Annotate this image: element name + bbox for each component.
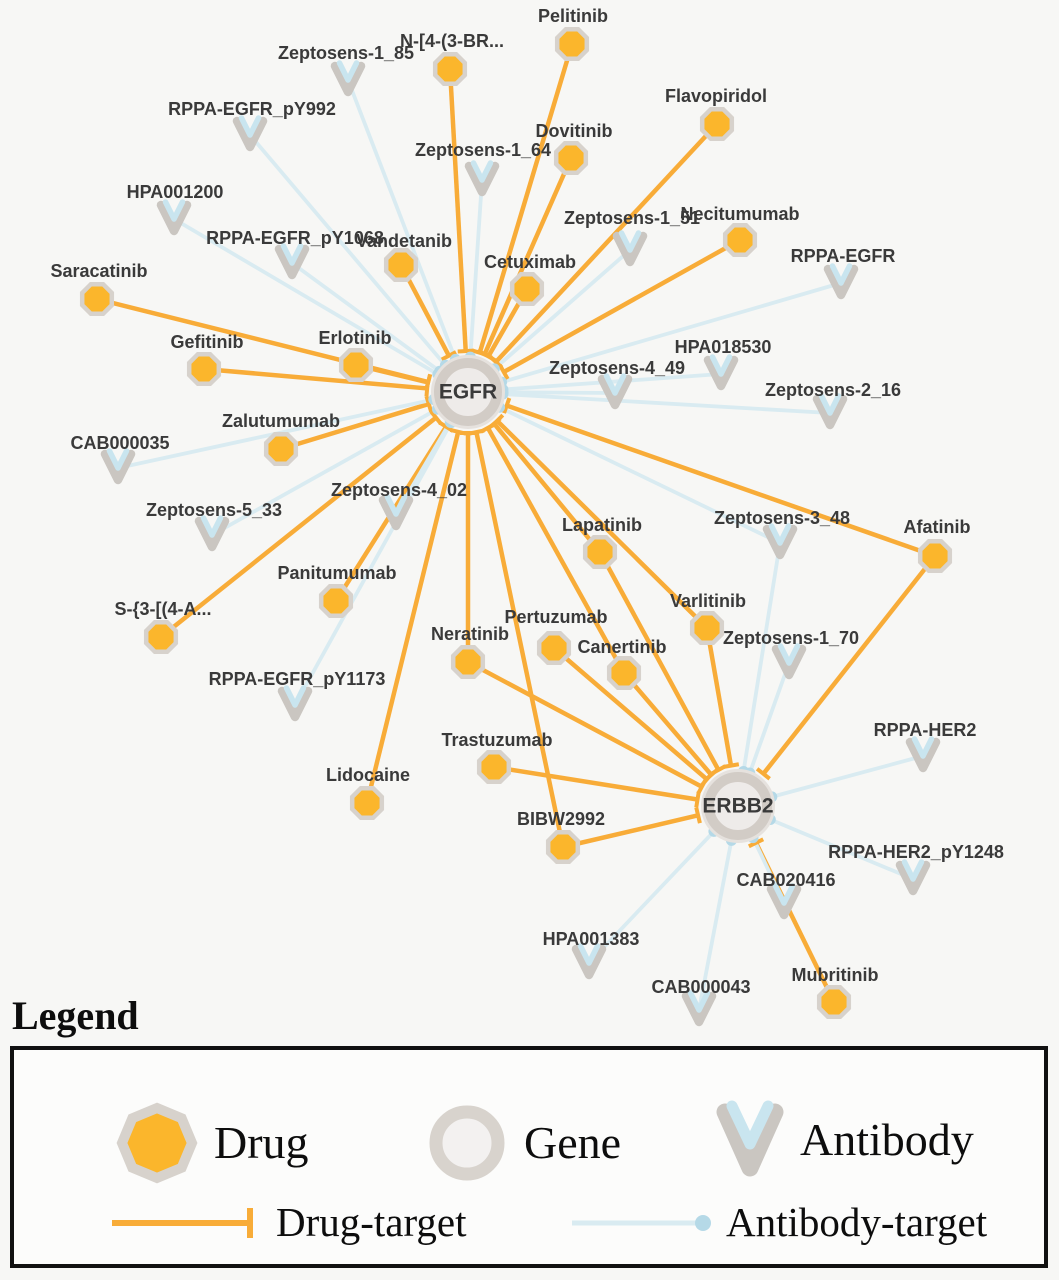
drug-node-octagon [692, 613, 722, 643]
drug-node-label: Varlitinib [669, 591, 747, 611]
drug-node-label: Pelitinib [537, 6, 609, 26]
drug-node-icon [114, 1100, 200, 1186]
antibody-node-label: Zeptosens-1_51 [563, 208, 701, 228]
drug-node-neratinib[interactable] [453, 647, 483, 677]
antibody-target-edge [470, 180, 482, 357]
drug-node-bibw2992[interactable] [548, 832, 578, 862]
drug-node-trastuzumab[interactable] [479, 752, 509, 782]
legend-item-gene [424, 1100, 621, 1186]
drug-node-label: Erlotinib [318, 328, 392, 348]
drug-node-flavopiridol[interactable] [702, 109, 732, 139]
antibody-node-label: Zeptosens-5_33 [145, 500, 283, 520]
legend-item-drug-target [106, 1199, 467, 1245]
drug-target-edge-tee [723, 764, 739, 767]
drug-node-label: Cetuximab [483, 252, 577, 272]
drug-node-label: N-[4-(3-BR... [400, 31, 504, 51]
drug-node-octagon [725, 225, 755, 255]
drug-node-label: Vandetanib [355, 231, 453, 251]
drug-target-edge-tee [450, 430, 466, 434]
antibody-node-label: RPPA-HER2 [873, 720, 977, 740]
drug-target-edge [494, 767, 698, 800]
drug-node-octagon [609, 658, 639, 688]
drug-target-edge-tee [696, 808, 700, 824]
drug-node-octagon [702, 109, 732, 139]
antibody-node-z1_70[interactable] [776, 646, 802, 675]
drug-node-panitumumab[interactable] [321, 586, 351, 616]
drug-node-varlitinib[interactable] [692, 613, 722, 643]
antibody-node-icon [714, 1094, 786, 1186]
drug-node-label: Afatinib [903, 517, 971, 537]
drug-node-canertinib[interactable] [609, 658, 639, 688]
drug-node-label: Zalutumumab [221, 411, 341, 431]
drug-node-label: Flavopiridol [664, 86, 768, 106]
drug-node-octagon [266, 434, 296, 464]
gene-node-label: EGFR [438, 380, 498, 404]
antibody-node-z1_64[interactable] [469, 163, 495, 192]
legend-label-drug: Drug [214, 1117, 309, 1168]
antibody-node-label: Zeptosens-2_16 [764, 380, 902, 400]
drug-node-octagon [386, 250, 416, 280]
drug-node-octagon [321, 586, 351, 616]
antibody-node-rppa_her2[interactable] [910, 739, 936, 768]
antibody-node-label: CAB000043 [651, 977, 751, 997]
antibody-node-label: RPPA-EGFR_pY1173 [208, 669, 386, 689]
drug-node-label: Canertinib [577, 637, 667, 657]
drug-node-octagon [352, 788, 382, 818]
antibody-target-edge [503, 392, 615, 393]
drug-node-octagon [585, 537, 615, 567]
drug-node-octagon [557, 29, 587, 59]
drug-node-pertuzumab[interactable] [539, 633, 569, 663]
antibody-node-label: HPA018530 [674, 337, 772, 357]
antibody-node-z2_16[interactable] [817, 396, 843, 425]
antibody-node-label: RPPA-HER2_pY1248 [828, 842, 1004, 862]
antibody-node-rppa_egfr[interactable] [828, 266, 854, 295]
drug-node-s3_4a[interactable] [146, 622, 176, 652]
drug-target-edge-tee [696, 792, 699, 808]
drug-target-edge [450, 69, 466, 351]
antibody-node-z5_33[interactable] [199, 518, 225, 547]
drug-node-cetuximab[interactable] [512, 274, 542, 304]
antibody-node-label: HPA001383 [542, 929, 640, 949]
drug-target-edge [480, 44, 572, 353]
drug-target-edge-tee [426, 375, 430, 391]
drug-node-label: S-{3-[(4-A... [114, 599, 212, 619]
drug-node-lidocaine[interactable] [352, 788, 382, 818]
legend-item-drug [114, 1100, 309, 1186]
antibody-node-label: RPPA-EGFR_pY992 [168, 99, 336, 119]
drug-node-label: Gefitinib [170, 332, 244, 352]
legend-heading: Legend [12, 993, 139, 1038]
antibody-node-cab000035[interactable] [105, 451, 131, 480]
drug-node-octagon [548, 832, 578, 862]
drug-node-octagon [479, 752, 509, 782]
drug-node-octagon [189, 354, 219, 384]
drug-node-erlotinib[interactable] [341, 350, 371, 380]
antibody-node-label: Zeptosens-3_48 [713, 508, 851, 528]
antibody-node-hpa001200[interactable] [161, 202, 187, 231]
drug-node-octagon [539, 633, 569, 663]
antibody-node-z1_85[interactable] [335, 63, 361, 92]
drug-node-afatinib[interactable] [920, 541, 950, 571]
antibody-target-edge [772, 756, 923, 797]
drug-node-label: Necitumumab [680, 204, 800, 224]
drug-target-edge-tee [458, 351, 474, 352]
antibody-node-cab020416[interactable] [771, 886, 797, 915]
drug-node-necitumumab[interactable] [725, 225, 755, 255]
drug-node-octagon [82, 284, 112, 314]
drug-node-octagon [146, 622, 176, 652]
antibody-node-label: CAB000035 [70, 433, 170, 453]
drug-node-octagon [512, 274, 542, 304]
drug-node-mubritinib[interactable] [819, 987, 849, 1017]
drug-node-dovitinib[interactable] [556, 143, 586, 173]
drug-node-gefitinib[interactable] [189, 354, 219, 384]
drug-node-octagon [819, 987, 849, 1017]
antibody-node-label: Zeptosens-1_85 [277, 43, 415, 63]
legend-label-gene: Gene [524, 1117, 622, 1168]
antibody-node-hpa001383[interactable] [576, 946, 602, 975]
drug-target-edge [624, 673, 711, 775]
drug-target-edge-icon [106, 1203, 266, 1243]
antibody-node-label: Zeptosens-4_49 [548, 358, 686, 378]
drug-node-label: Pertuzumab [504, 607, 608, 627]
drug-node-vandetanib[interactable] [386, 250, 416, 280]
antibody-node-label: HPA001200 [126, 182, 224, 202]
drug-node-label: Lapatinib [562, 515, 642, 535]
antibody-node-rppa_egfr_py1173[interactable] [282, 688, 308, 717]
antibody-node-label: Zeptosens-1_70 [722, 628, 860, 648]
drug-node-octagon [435, 54, 465, 84]
legend-box [10, 1046, 1048, 1268]
drug-node-label: BIBW2992 [516, 809, 606, 829]
antibody-node-rppa_egfr_py992[interactable] [237, 118, 263, 147]
drug-node-label: Dovitinib [535, 121, 613, 141]
drug-node-label: Saracatinib [50, 261, 148, 281]
drug-node-octagon [920, 541, 950, 571]
antibody-node-label: Zeptosens-1_64 [414, 140, 552, 160]
drug-node-label: Panitumumab [277, 563, 397, 583]
antibody-target-edge [750, 663, 789, 773]
drug-node-label: Neratinib [430, 624, 510, 644]
legend-label-antibody: Antibody [800, 1114, 974, 1165]
antibody-node-label: RPPA-EGFR_pY1068 [206, 228, 384, 248]
drug-node-label: Mubritinib [791, 965, 879, 985]
drug-node-octagon [453, 647, 483, 677]
drug-node-lapatinib[interactable] [585, 537, 615, 567]
antibody-node-label: Zeptosens-4_02 [330, 480, 468, 500]
legend-item-antibody [714, 1094, 974, 1186]
antibody-node-label: CAB020416 [736, 870, 836, 890]
drug-node-label: Lidocaine [325, 765, 411, 785]
drug-target-edge [707, 628, 731, 766]
drug-node-octagon [556, 143, 586, 173]
antibody-node-label: RPPA-EGFR [790, 246, 896, 266]
antibody-node-hpa018530[interactable] [708, 357, 734, 386]
drug-node-octagon [341, 350, 371, 380]
legend-label-drug-target: Drug-target [276, 1199, 467, 1245]
drug-node-label: Trastuzumab [441, 730, 553, 750]
drug-node-saracatinib[interactable] [82, 284, 112, 314]
antibody-node-z3_48[interactable] [767, 526, 793, 555]
antibody-target-edge-icon [566, 1203, 716, 1243]
gene-node-icon [424, 1100, 510, 1186]
drug-node-zalutumumab[interactable] [266, 434, 296, 464]
gene-node-label: ERBB2 [702, 794, 774, 818]
antibody-node-cab000043[interactable] [686, 993, 712, 1022]
drug-node-n4_3br[interactable] [435, 54, 465, 84]
legend-label-antibody-target: Antibody-target [726, 1199, 988, 1245]
legend-item-antibody-target [566, 1199, 988, 1245]
antibody-node-rppa_her2_py1248[interactable] [900, 862, 926, 891]
drug-node-pelitinib[interactable] [557, 29, 587, 59]
